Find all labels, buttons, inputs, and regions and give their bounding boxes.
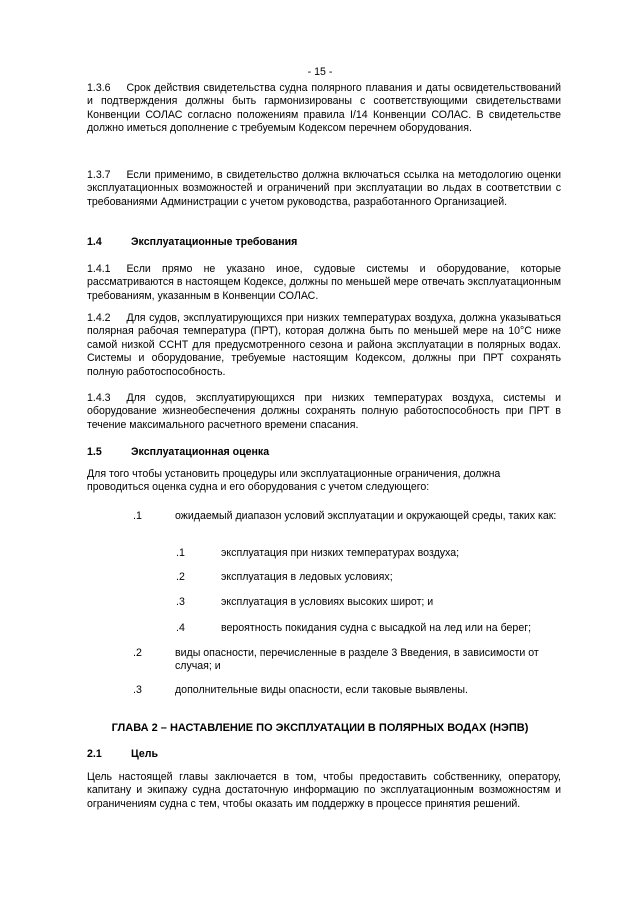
section-number: 1.4	[87, 236, 102, 248]
section-title: Эксплуатационные требования	[131, 236, 298, 248]
paragraph-1-4-1: 1.4.1 Если прямо не указано иное, судовые системы и оборудование, которые рассматриваются в настоящем Кодексе, должны по меньшей мере отвечать эксплуатационным требованиям, указанным в Конвенции СОЛАС.	[87, 263, 561, 302]
page-number: - 15 -	[307, 66, 333, 78]
sublist-item-text: вероятность покидания судна с высадкой на лед или на берег;	[221, 622, 532, 634]
sublist-item-label: .1	[176, 547, 185, 559]
sublist-item-label: .3	[176, 596, 185, 608]
sublist-item-text: эксплуатация в ледовых условиях;	[221, 571, 393, 583]
paragraph-1-3-7: 1.3.7 Если применимо, в свидетельство должна включаться ссылка на методологию оценки эксплуатационных возможностей и ограничений при эксплуатации во льдах в соответствии с требованиями Администрации с учетом руководства, разработанного Организацией.	[87, 169, 561, 208]
section-title: Эксплуатационная оценка	[131, 446, 270, 458]
sublist-item-label: .4	[176, 622, 185, 634]
list-item-label: .1	[133, 510, 142, 522]
list-item-label: .2	[133, 647, 142, 659]
paragraph-1-5-intro: Для того чтобы установить процедуры или эксплуатационные ограничения, должна проводиться оценка судна и его оборудования с учетом следующего:	[87, 468, 501, 494]
sublist-item-text: эксплуатация при низких температурах воздуха;	[221, 547, 460, 559]
section-heading-1-5	[87, 446, 561, 459]
section-number: 2.1	[87, 748, 102, 760]
section-heading-1-4	[87, 236, 561, 249]
section-number: 1.5	[87, 446, 102, 458]
section-title: Цель	[131, 748, 159, 760]
sublist-item-text: эксплуатация в условиях высоких широт; и	[221, 596, 434, 608]
list-item-label: .3	[133, 684, 142, 696]
paragraph-1-3-6: 1.3.6 Срок действия свидетельства судна полярного плавания и даты освидетельствований и подтверждения должны быть гармонизированы с соответствующими свидетельствами Конвенции СОЛАС согласно положениям правила I/14 Конвенции СОЛАС. В свидетельстве должно иметься дополнение с требуемым Кодексом перечнем оборудования.	[87, 82, 561, 135]
list-item-text: дополнительные виды опасности, если таковые выявлены.	[175, 684, 468, 696]
sublist-item-label: .2	[176, 571, 185, 583]
chapter-title: ГЛАВА 2 – НАСТАВЛЕНИЕ ПО ЭКСПЛУАТАЦИИ В ПОЛЯРНЫХ ВОДАХ (НЭПВ)	[111, 722, 529, 734]
section-heading-2-1	[87, 748, 561, 761]
list-item-text: виды опасности, перечисленные в разделе 3 Введения, в зависимости от случая; и	[175, 647, 539, 673]
list-item-text: ожидаемый диапазон условий эксплуатации и окружающей среды, таких как:	[175, 510, 557, 522]
paragraph-1-4-2: 1.4.2 Для судов, эксплуатирующихся при низких температурах воздуха, должна указываться полярная рабочая температура (ПРТ), которая должна быть по меньшей мере на 10°С ниже самой низкой ССНТ для предусмотренного сезона и района эксплуатации в полярных водах. Системы и оборудование, требуемые настоящим Кодексом, должны при ПРТ сохранять полную работоспособность.	[87, 312, 561, 378]
paragraph-1-4-3: 1.4.3 Для судов, эксплуатирующихся при низких температурах воздуха, системы и оборудование жизнеобеспечения должны сохранять полную работоспособность при ПРТ в течение максимального расчетного времени спасания.	[87, 392, 561, 431]
paragraph-2-1: Цель настоящей главы заключается в том, чтобы предоставить собственнику, оператору, капитану и экипажу судна достаточную информацию по эксплуатационным возможностям и ограничениям судна с тем, чтобы оказать им поддержку в процессе принятия решений.	[87, 771, 561, 810]
